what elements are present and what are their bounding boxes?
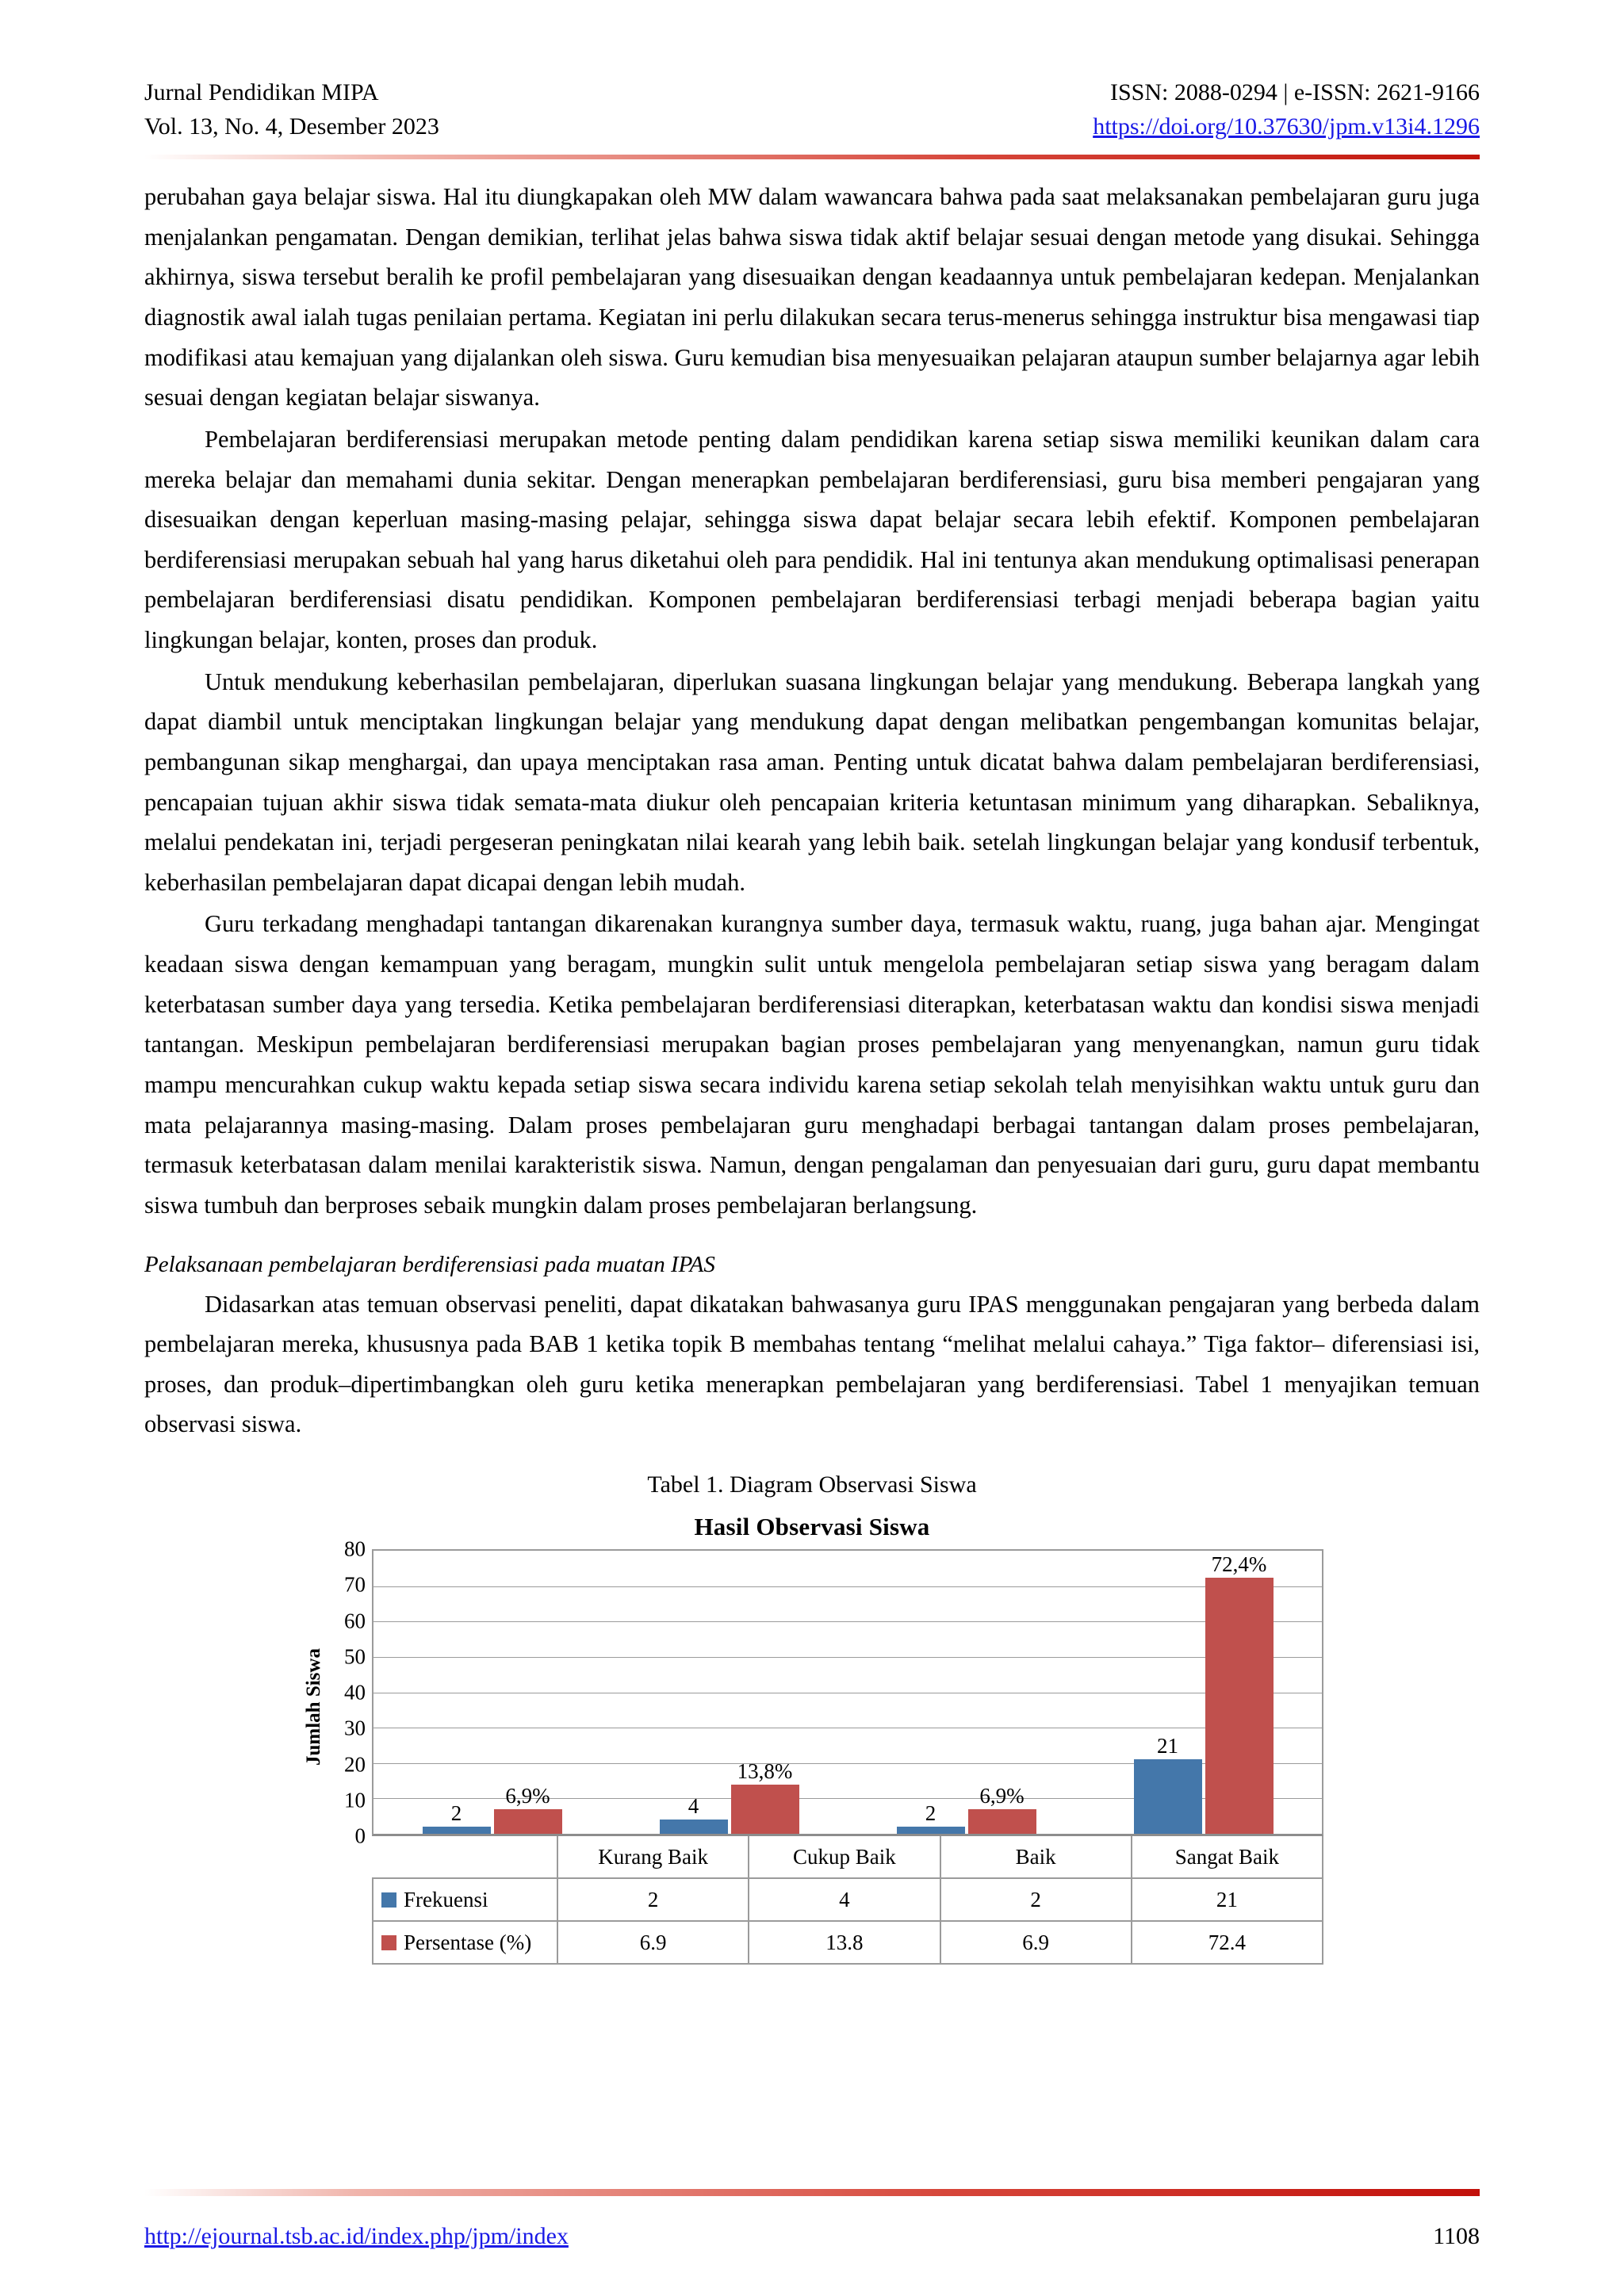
cell-persentase-baik: 6.9 <box>940 1921 1132 1964</box>
figure-caption: Tabel 1. Diagram Observasi Siswa <box>647 1471 977 1498</box>
bar-label-persentase-sangat-baik: 72,4% <box>1211 1552 1267 1576</box>
y-tick-10: 10 <box>344 1788 366 1812</box>
y-axis-label: Jumlah Siswa <box>303 1648 324 1766</box>
y-tick-80: 80 <box>344 1536 366 1561</box>
y-tick-60: 60 <box>344 1609 366 1633</box>
journal-index-link[interactable]: http://ejournal.tsb.ac.id/index.php/jpm/index <box>144 2223 569 2249</box>
bar-group-baik <box>848 1551 1085 1834</box>
cell-frekuensi-kurang-baik: 2 <box>557 1878 749 1921</box>
cell-persentase-kurang-baik: 6.9 <box>557 1921 749 1964</box>
paragraph-4: Guru terkadang menghadapi tantangan dikarenakan kurangnya sumber daya, termasuk waktu, ruang, juga bahan ajar. Mengingat keadaan siswa dengan kemampuan yang beragam, mungkin sulit untuk mengelola pembelajaran setiap siswa yang beragam dalam keterbatasan sumber daya yang tersedia. Ketika pembelajaran berdiferensiasi diterapkan, keterbatasan waktu dan kondisi siswa menjadi tantangan. Meskipun pembelajaran berdiferensiasi merupakan bagian proses pembelajaran yang menyenangkan, namun guru tidak mampu mencurahkan cukup waktu kepada setiap siswa secara individu karena setiap sekolah telah menyisihkan waktu untuk guru dan mata pelajarannya masing-masing. Dalam proses pembelajaran guru menghadapi berbagai tantangan dalam proses pembelajaran, termasuk keterbatasan dalam menilai karakteristik siswa. Namun, dengan pengalaman dan penyesuaian dari guru, guru dapat membantu siswa tumbuh dan berproses sebaik mungkin dalam proses pembelajaran berlangsung. <box>144 910 1480 1219</box>
journal-name: Jurnal Pendidikan MIPA <box>144 79 379 105</box>
bar-frekuensi-sangat-baik[interactable] <box>1134 1734 1202 1834</box>
table-header-cukup-baik: Cukup Baik <box>749 1836 940 1878</box>
legend-label-persentase: Persentase (%) <box>404 1930 532 1954</box>
legend-item-frekuensi <box>373 1878 557 1921</box>
bar-persentase-kurang-baik[interactable] <box>494 1784 562 1834</box>
page-header <box>144 0 1480 144</box>
y-tick-40: 40 <box>344 1680 366 1705</box>
section-subheading: Pelaksanaan pembelajaran berdiferensiasi pada muatan IPAS <box>144 1252 715 1278</box>
journal-issn-block <box>1093 76 1480 144</box>
page-footer <box>144 2189 1480 2250</box>
legend-swatch-frekuensi-icon <box>381 1892 396 1908</box>
table-corner-cell <box>373 1836 557 1878</box>
table-row-categories <box>373 1836 1323 1878</box>
y-tick-30: 30 <box>344 1716 366 1740</box>
bar-label-frekuensi-cukup-baik: 4 <box>688 1794 699 1819</box>
bar-persentase-cukup-baik[interactable] <box>731 1759 799 1834</box>
table-header-kurang-baik: Kurang Baik <box>557 1836 749 1878</box>
bar-persentase-baik[interactable] <box>968 1784 1036 1834</box>
chart-figure <box>301 1513 1323 1965</box>
article-body <box>144 159 1480 1445</box>
bar-label-persentase-kurang-baik: 6,9% <box>505 1784 550 1808</box>
paragraph-3: Untuk mendukung keberhasilan pembelajaran, diperlukan suasana lingkungan belajar yang mendukung. Beberapa langkah yang dapat diambil untuk menciptakan lingkungan belajar yang mendukung dapat dengan melibatkan pengembangan komunitas belajar, pembangunan sikap menghargai, dan upaya menciptakan rasa aman. Penting untuk dicatat bahwa dalam pembelajaran berdiferensiasi, pencapaian tujuan akhir siswa tidak semata-mata diukur oleh pencapaian kriteria ketuntasan minimum yang diharapkan. Sebaliknya, melalui pendekatan ini, terjadi pergeseran peningkatan nilai kearah yang lebih baik. setelah lingkungan belajar yang kondusif terbentuk, keberhasilan pembelajaran dapat dicapai dengan lebih mudah. <box>144 668 1480 896</box>
chart-title: Hasil Observasi Siswa <box>694 1513 930 1541</box>
paragraph-5: Didasarkan atas temuan observasi peneliti, dapat dikatakan bahwasanya guru IPAS menggunakan pengajaran yang berbeda dalam pembelajaran mereka, khususnya pada BAB 1 ketika topik B membahas tentang “melihat melalui cahaya.” Tiga faktor– diferensiasi isi, proses, dan produk–dipertimbangkan oleh guru ketika menerapkan pembelajaran yang berdiferensiasi. Tabel 1 menyajikan temuan observasi siswa. <box>144 1290 1480 1438</box>
cell-persentase-sangat-baik: 72.4 <box>1132 1921 1323 1964</box>
bar-label-frekuensi-sangat-baik: 21 <box>1157 1734 1178 1758</box>
cell-frekuensi-cukup-baik: 4 <box>749 1878 940 1921</box>
table-row-persentase <box>373 1921 1323 1964</box>
y-tick-20: 20 <box>344 1752 366 1777</box>
bar-persentase-sangat-baik[interactable] <box>1205 1552 1274 1834</box>
cell-frekuensi-baik: 2 <box>940 1878 1132 1921</box>
bar-group-kurang-baik <box>373 1551 611 1834</box>
bar-frekuensi-cukup-baik[interactable] <box>660 1794 728 1834</box>
bar-label-frekuensi-baik: 2 <box>925 1801 936 1826</box>
footer-divider <box>144 2189 1480 2196</box>
legend-item-persentase <box>373 1921 557 1964</box>
legend-swatch-persentase-icon <box>381 1935 396 1950</box>
bar-group-cukup-baik <box>611 1551 848 1834</box>
bar-frekuensi-kurang-baik[interactable] <box>423 1801 491 1834</box>
journal-volume: Vol. 13, No. 4, Desember 2023 <box>144 113 439 140</box>
table-header-baik: Baik <box>940 1836 1132 1878</box>
table-header-sangat-baik: Sangat Baik <box>1132 1836 1323 1878</box>
cell-persentase-cukup-baik: 13.8 <box>749 1921 940 1964</box>
y-axis-ticks <box>327 1536 372 1848</box>
journal-identity <box>144 76 439 144</box>
paragraph-1: perubahan gaya belajar siswa. Hal itu diungkapakan oleh MW dalam wawancara bahwa pada saat melaksanakan pembelajaran guru juga menjalankan pengamatan. Dengan demikian, terlihat jelas bahwa siswa tidak aktif belajar sesuai dengan metode yang disukai. Sehingga akhirnya, siswa tersebut beralih ke profil pembelajaran yang disesuaikan dengan keadaannya untuk pembelajaran kedepan. Menjalankan diagnostik awal ialah tugas penilaian pertama. Kegiatan ini perlu dilakukan secara terus-menerus sehingga instruktur bisa mengawasi tiap modifikasi atau kemajuan yang dijalankan oleh siswa. Guru kemudian bisa menyesuaikan pelajaran ataupun sumber belajarnya agar lebih sesuai dengan kegiatan belajar siswanya. <box>144 183 1480 411</box>
bar-label-frekuensi-kurang-baik: 2 <box>450 1801 462 1826</box>
bar-frekuensi-baik[interactable] <box>897 1801 965 1834</box>
bar-groups <box>373 1551 1322 1834</box>
chart-data-table <box>372 1836 1323 1965</box>
y-tick-70: 70 <box>344 1572 366 1597</box>
table-row-frekuensi <box>373 1878 1323 1921</box>
issn-line: ISSN: 2088-0294 | e-ISSN: 2621-9166 <box>1109 79 1480 105</box>
cell-frekuensi-sangat-baik: 21 <box>1132 1878 1323 1921</box>
chart-plot-area <box>301 1536 1323 1848</box>
bar-label-persentase-baik: 6,9% <box>979 1784 1025 1808</box>
y-tick-0: 0 <box>354 1823 366 1848</box>
doi-link[interactable]: https://doi.org/10.37630/jpm.v13i4.1296 <box>1093 113 1480 140</box>
bar-group-sangat-baik <box>1085 1551 1322 1834</box>
page-number: 1108 <box>1433 2223 1480 2249</box>
plot-canvas <box>372 1549 1323 1836</box>
legend-label-frekuensi: Frekuensi <box>404 1887 488 1911</box>
paragraph-2: Pembelajaran berdiferensiasi merupakan metode penting dalam pendidikan karena setiap siswa memiliki keunikan dalam cara mereka belajar dan memahami dunia sekitar. Dengan menerapkan pembelajaran berdiferensiasi, guru bisa memberi pengajaran yang disesuaikan dengan keperluan masing-masing pelajar, sehingga siswa dapat belajar secara lebih efektif. Komponen pembelajaran berdiferensiasi merupakan sebuah hal yang harus diketahui oleh para pendidik. Hal ini tentunya akan mendukung optimalisasi penerapan pembelajaran berdiferensiasi disatu pendidikan. Komponen pembelajaran berdiferensiasi terbagi menjadi beberapa bagian yaitu lingkungan belajar, konten, proses dan produk. <box>144 425 1480 654</box>
y-tick-50: 50 <box>344 1644 366 1669</box>
bar-label-persentase-cukup-baik: 13,8% <box>737 1759 793 1784</box>
